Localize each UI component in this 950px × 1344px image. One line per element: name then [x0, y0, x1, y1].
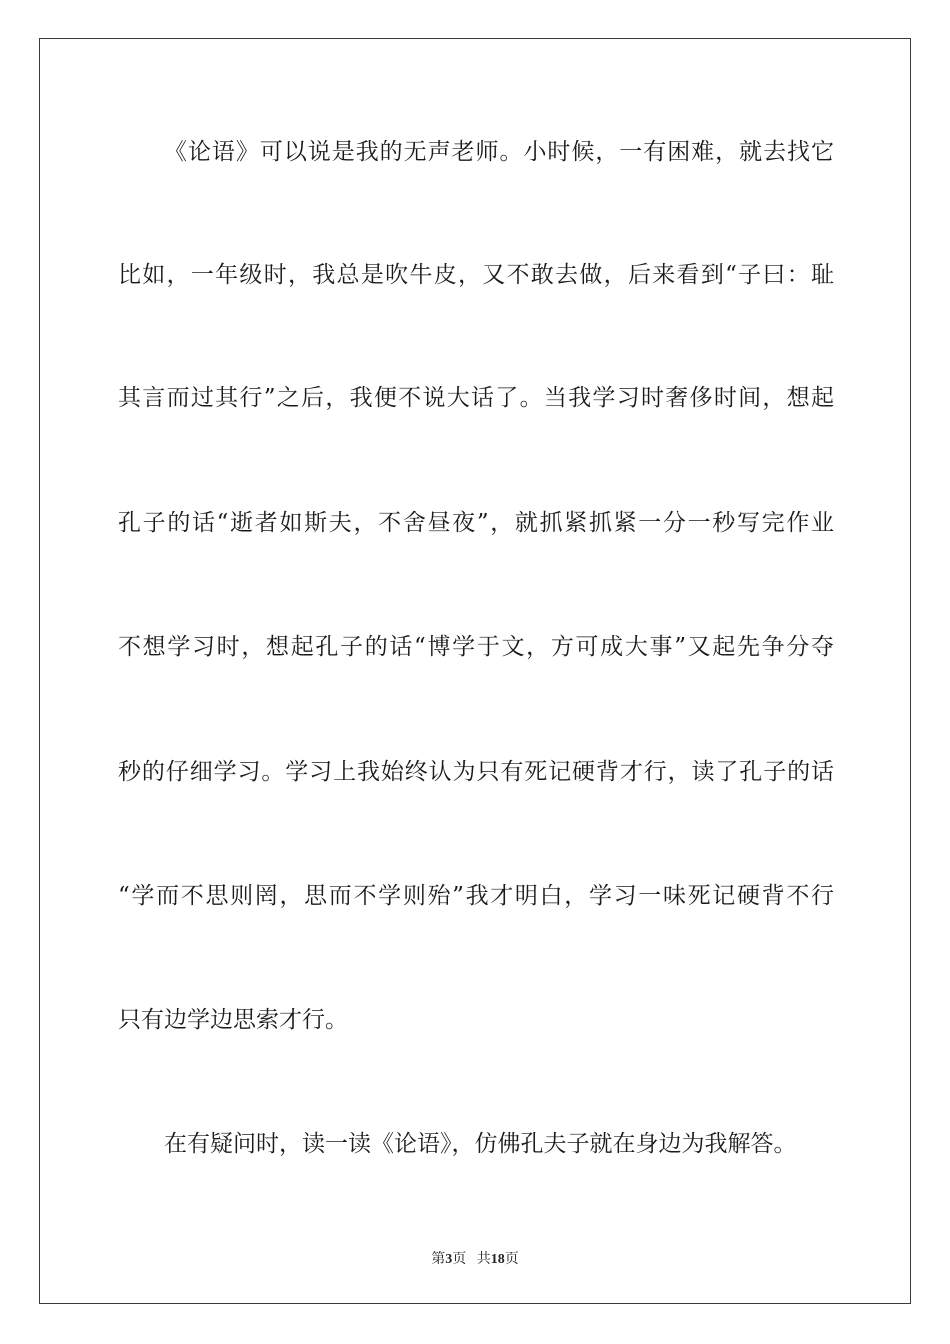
footer-prefix: 第 — [431, 1252, 446, 1267]
paragraph-1-line-2: 比如，一年级时，我总是吹牛皮，又不敢去做，后来看到“子曰：耻 — [118, 262, 834, 288]
paragraph-1-line-6: 秒的仔细学习。学习上我始终认为只有死记硬背才行，读了孔子的话 — [118, 759, 834, 785]
page-border — [39, 38, 911, 1304]
paragraph-1-line-5: 不想学习时，想起孔子的话“博学于文，方可成大事”又起先争分夺 — [118, 634, 834, 660]
footer-total-suffix: 页 — [504, 1252, 519, 1267]
paragraph-1-line-8: 只有边学边思索才行。 — [118, 1007, 348, 1033]
paragraph-2-line-1: 在有疑问时，读一读《论语》，仿佛孔夫子就在身边为我解答。 — [164, 1131, 797, 1157]
current-page-number: 3 — [445, 1252, 453, 1267]
footer-total-prefix: 共 — [476, 1252, 491, 1267]
paragraph-1-line-1: 《论语》可以说是我的无声老师。小时候，一有困难，就去找它 — [164, 139, 834, 165]
paragraph-1-line-3: 其言而过其行”之后，我便不说大话了。当我学习时奢侈时间，想起 — [118, 385, 834, 411]
total-pages-number: 18 — [490, 1252, 505, 1267]
footer-page-suffix: 页 — [452, 1252, 467, 1267]
page-footer — [0, 1248, 950, 1268]
paragraph-1-line-4: 孔子的话“逝者如斯夫，不舍昼夜”，就抓紧抓紧一分一秒写完作业 — [118, 510, 834, 536]
paragraph-1-line-7: “学而不思则罔，思而不学则殆”我才明白，学习一味死记硬背不行 — [118, 883, 834, 909]
